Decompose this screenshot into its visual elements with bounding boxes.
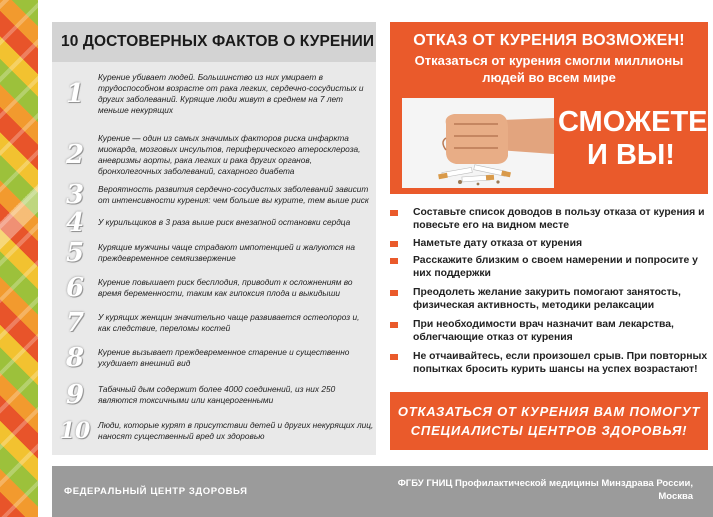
- fact-text: Курение убивает людей. Большинство из них умирает в трудоспособном возрасте от рака легких, сердечно-сосудистых и других заболеваний. Курящие люди живут в среднем на 7 лет меньше некурящих: [98, 71, 364, 116]
- help-line-2: СПЕЦИАЛИСТЫ ЦЕНТРОВ ЗДОРОВЬЯ!: [410, 423, 688, 438]
- fact-item: [58, 416, 374, 446]
- fact-number: 1: [65, 79, 85, 109]
- fact-text: Табачный дым содержит более 4000 соединений, из них 250 являются токсичными или канцерогенными: [98, 383, 336, 405]
- fact-item: [58, 238, 374, 268]
- tip-text: Преодолеть желание закурить помогают занятость, физическая активность, методики релаксации: [413, 287, 681, 311]
- footer-institution: [373, 477, 693, 503]
- fist-crushing-cigarette-icon: [402, 98, 554, 188]
- list-item: [390, 350, 708, 376]
- fact-number: 9: [65, 380, 85, 410]
- fact-number: 4: [65, 208, 85, 238]
- tip-text: При необходимости врач назначит вам лекарства, облегчающие отказ от курения: [413, 319, 674, 343]
- fact-item: [58, 308, 374, 338]
- list-item: [390, 237, 708, 250]
- header-title: ОТКАЗ ОТ КУРЕНИЯ ВОЗМОЖЕН!: [413, 32, 685, 49]
- list-item: [390, 318, 708, 344]
- slogan-line-2: И ВЫ!: [587, 139, 675, 171]
- header-subtitle: Отказаться от курения смогли миллионы людей во всем мире: [414, 53, 684, 85]
- slogan: [558, 106, 708, 172]
- fact-number: 10: [59, 418, 91, 444]
- fact-number: 5: [65, 238, 85, 268]
- fact-number: 7: [65, 308, 85, 338]
- quit-header: [390, 22, 708, 194]
- fact-item: [58, 343, 374, 373]
- fact-text: Курение — один из самых значимых факторов риска инфаркта миокарда, мозговых инсультов, периферического атеросклероза, аневризмы аорты, рака легких и рака других органов, бронхолегочных заболеваний, сахарного диабета: [98, 132, 361, 177]
- fact-item: [58, 380, 374, 410]
- footer-institution-line-1: ФГБУ ГНИЦ Профилактической медицины Минздрава России,: [397, 478, 693, 489]
- fact-text: Люди, которые курят в присутствии детей и других некурящих лиц, наносят существенный вред их здоровью: [98, 419, 374, 441]
- fact-number: 6: [65, 273, 85, 303]
- tip-text: Составьте список доводов в пользу отказа от курения и повесьте его на видном месте: [413, 207, 705, 231]
- bullet-icon: [390, 354, 398, 360]
- bullet-icon: [390, 241, 398, 247]
- bullet-icon: [390, 210, 398, 216]
- tip-text: Наметьте дату отказа от курения: [413, 238, 583, 249]
- fact-item: [58, 208, 374, 238]
- fact-text: Курение вызывает преждевременное старение и существенно ухудшает внешний вид: [98, 346, 350, 368]
- fact-text: Курящие мужчины чаще страдают импотенцией и жалуются на преждевременное семяизвержение: [98, 241, 355, 263]
- decorative-stripe: [0, 0, 38, 517]
- fact-number: 3: [65, 180, 85, 210]
- fact-text: У курильщиков в 3 раза выше риск внезапной остановки сердца: [98, 217, 351, 228]
- facts-title: 10 ДОСТОВЕРНЫХ ФАКТОВ О КУРЕНИИ: [52, 22, 376, 62]
- footer: [52, 466, 713, 517]
- list-item: [390, 286, 708, 312]
- bullet-icon: [390, 258, 398, 264]
- list-item: [390, 254, 708, 280]
- footer-org-name: ФЕДЕРАЛЬНЫЙ ЦЕНТР ЗДОРОВЬЯ: [64, 486, 248, 497]
- help-line-1: ОТКАЗАТЬСЯ ОТ КУРЕНИЯ ВАМ ПОМОГУТ: [397, 404, 701, 419]
- fact-text: У курящих женщин значительно чаще развивается остеопороз и, как следствие, переломы костей: [98, 311, 360, 333]
- fact-item: [58, 124, 374, 186]
- list-item: [390, 206, 708, 232]
- tip-text: Расскажите близким о своем намерении и попросите у них поддержки: [413, 255, 698, 279]
- help-box: [390, 392, 708, 450]
- bullet-icon: [390, 290, 398, 296]
- facts-panel: [52, 22, 376, 455]
- fact-number: 2: [65, 140, 85, 170]
- fact-text: Вероятность развития сердечно-сосудистых заболеваний зависит от интенсивности курения: чем больше вы курите, тем выше риск: [98, 183, 369, 205]
- fact-number: 8: [65, 343, 85, 373]
- tip-text: Не отчаивайтесь, если произошел срыв. При повторных попытках бросить курить шансы на успех возрастают!: [413, 351, 708, 375]
- bullet-icon: [390, 322, 398, 328]
- fact-text: Курение повышает риск бесплодия, приводит к осложнениям во время беременности, таким как гипоксия плода и выкидыши: [98, 276, 353, 298]
- slogan-line-1: СМОЖЕТЕ: [558, 106, 708, 138]
- fact-item: [58, 180, 374, 210]
- fact-item: [58, 66, 374, 122]
- footer-institution-line-2: Москва: [658, 491, 693, 502]
- fact-item: [58, 273, 374, 303]
